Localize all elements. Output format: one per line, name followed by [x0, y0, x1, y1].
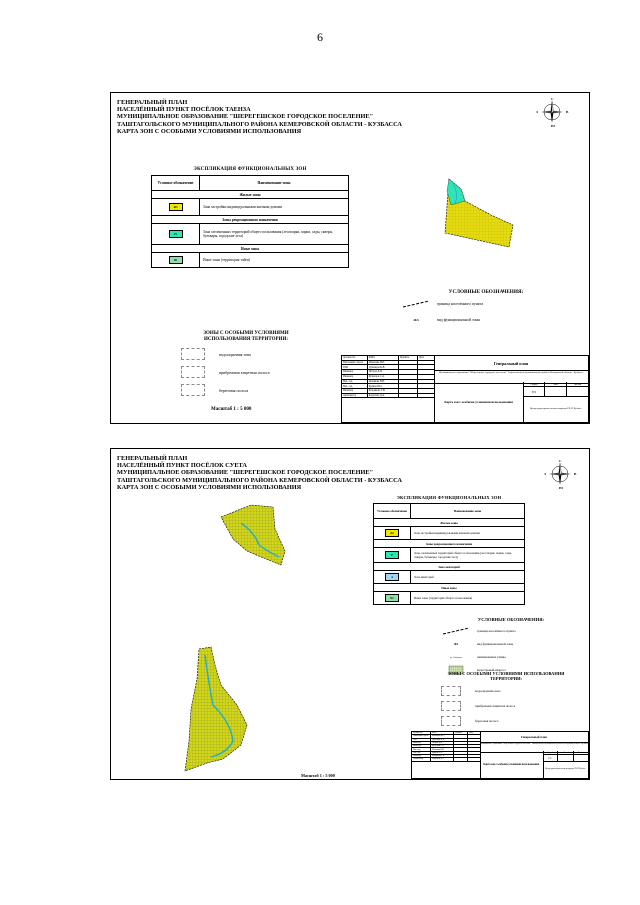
map-legend	[441, 617, 581, 678]
sheet-title	[117, 99, 402, 135]
street-name-symbol: ул. Садовая	[450, 655, 462, 659]
stamp-header: Дата	[418, 356, 424, 360]
explication-table	[151, 167, 349, 268]
stamp-person: Кузнецов С.А.	[368, 375, 399, 379]
legend-title: УСЛОВНЫЕ ОБОЗНАЧЕНИЯ:	[477, 617, 545, 622]
sheet-title	[117, 455, 402, 491]
group-heading: Иные зоны	[152, 244, 348, 252]
stamp-role: Инженер	[412, 755, 431, 757]
map-sheet-sueta	[110, 448, 590, 780]
zone-name: Иные зоны (территория общего пользования)	[414, 596, 473, 600]
stamp-role: Нач. отд.	[412, 752, 431, 754]
stamp-role: Инженер	[342, 389, 368, 393]
zone-name: Зона акваторий	[414, 575, 434, 579]
stamp-person: Ильичева И.Е.	[431, 735, 454, 737]
title-line: ТАШТАГОЛЬСКОГО МУНИЦИПАЛЬНОГО РАЙОНА КЕМЕРОВСКОЙ ОБЛАСТИ - КУЗБАССА	[117, 120, 402, 128]
column-header: Наименование зоны	[453, 509, 482, 513]
legend-title: УСЛОВНЫЕ ОБОЗНАЧЕНИЯ:	[448, 289, 524, 295]
legend-item: вид функциональной зоны	[477, 642, 514, 646]
zone-item: прибрежная защитная полоса	[475, 704, 516, 709]
map-scale: Масштаб 1 : 5 000	[301, 773, 335, 778]
boundary-symbol-icon	[441, 626, 471, 636]
title-line: МУНИЦИПАЛЬНОЕ ОБРАЗОВАНИЕ "ШЕРЕГЕШСКОЕ ГОРОДСКОЕ ПОСЕЛЕНИЕ"	[117, 113, 374, 121]
stamp-header: ФИО	[431, 732, 454, 734]
compass-north-label: С	[559, 459, 562, 463]
stamp-person: Кудина Ю.С.	[431, 752, 454, 754]
shore-line-symbol-icon	[441, 716, 461, 726]
compass-rose-icon	[536, 97, 569, 128]
boundary-symbol-icon	[401, 299, 431, 309]
stamp-col-label: Стадия	[543, 751, 557, 755]
compass-south-label: Ю	[551, 124, 555, 128]
zone-swatch: И1	[385, 594, 399, 602]
legend-item: вид функциональной зоны	[437, 318, 481, 322]
map-sheet-taenza	[110, 92, 590, 424]
compass-east-label: В	[566, 110, 569, 114]
zone-swatch: А	[385, 573, 399, 581]
title-block	[411, 731, 589, 779]
group-heading: Зона акваторий	[374, 562, 524, 570]
stamp-person: Дубенцов К.В.	[431, 739, 454, 741]
stamp-header: Дата	[469, 732, 474, 735]
compass-west-label: З	[536, 110, 538, 114]
stamp-organization: Центр градостроительства и кадастра ГКАУ Кузбасс	[545, 768, 586, 771]
zone-swatch: Р	[385, 551, 399, 559]
stamp-header: Должность	[412, 732, 431, 734]
stamp-person: Кудина Ю.С.	[368, 384, 399, 388]
zone-name: Иные зоны (территория тайги)	[203, 258, 251, 262]
stamp-col-label: Стадия	[523, 382, 544, 387]
coastal-strip-symbol-icon	[181, 366, 205, 378]
stamp-subtitle: Муниципальное образование "Шерегешское городское поселение" Таштагольского муниципального района Кемеровской области - Кузбасса	[434, 370, 588, 384]
stamp-person: Петров Д.И.	[431, 742, 454, 744]
map-legend	[401, 289, 571, 331]
group-heading: Жилые зоны	[374, 518, 524, 526]
stamp-organization: Центр градостроительства и кадастра ГКАУ Кузбасс	[529, 407, 582, 410]
stamp-role: Начальник отдела	[412, 735, 431, 737]
stamp-role: Инженер	[342, 375, 368, 379]
title-line: МУНИЦИПАЛЬНОЕ ОБРАЗОВАНИЕ "ШЕРЕГЕШСКОЕ ГОРОДСКОЕ ПОСЕЛЕНИЕ"	[117, 469, 374, 477]
water-protection-zone-symbol-icon	[181, 348, 205, 360]
stamp-role: Инженер	[412, 745, 431, 747]
stamp-col-value: ГП	[531, 389, 536, 394]
stamp-role: ГИП	[412, 739, 431, 741]
stamp-col-label: Лист	[545, 382, 566, 387]
explication-title: ЭКСПЛИКАЦИЯ ФУНКЦИОНАЛЬНЫХ ЗОН	[396, 495, 502, 500]
stamp-header: Подпись	[399, 356, 418, 360]
zones-title: ЗОНЫ С ОСОБЫМИ УСЛОВИЯМИ ИСПОЛЬЗОВАНИЯ ТЕРРИТОРИИ:	[447, 671, 565, 682]
zone-code-symbol: Ж3	[453, 642, 459, 646]
zone-item: прибрежная защитная полоса	[219, 369, 270, 375]
zone-item: водоохранная зона	[219, 351, 251, 357]
title-line: КАРТА ЗОН С ОСОБЫМИ УСЛОВИЯМИ ИСПОЛЬЗОВАНИЯ	[117, 127, 302, 135]
stamp-role: Инженер	[342, 370, 368, 374]
group-heading: Иные зоны	[374, 583, 524, 591]
compass-west-label: З	[544, 472, 546, 476]
title-line: ГЕНЕРАЛЬНЫЙ ПЛАН	[117, 99, 188, 106]
title-line: ГЕНЕРАЛЬНЫЙ ПЛАН	[117, 455, 188, 462]
stamp-person: Полякова В.В.	[368, 380, 399, 384]
stamp-person: Полякова В.В.	[431, 748, 454, 750]
stamp-person: Кондакова Г.В.	[431, 755, 454, 757]
stamp-col-label: Листов	[574, 751, 588, 755]
group-heading: Зоны рекреационного назначения	[152, 215, 348, 223]
stamp-header: Подпись	[454, 732, 468, 734]
stamp-person: Кузнецов С.А.	[431, 745, 454, 747]
zone-item: водоохранная зона	[475, 689, 501, 694]
stamp-role: Архитектор	[412, 758, 431, 760]
special-zones-legend	[181, 331, 311, 402]
map-scale: Масштаб 1 : 5 000	[211, 407, 252, 412]
stamp-sheet-name: Карта зон с особыми условиями использования	[480, 751, 544, 778]
title-line: НАСЕЛЁННЫЙ ПУНКТ ПОСЁЛОК ТАЕНЗА	[117, 106, 251, 114]
explication-title: ЭКСПЛИКАЦИЯ ФУНКЦИОНАЛЬНЫХ ЗОН	[193, 167, 307, 172]
group-heading: Жилые зоны	[152, 190, 348, 198]
zone-name: Зона озелененных территорий общего пользования (лесопарки, парки, сады, скверы, бульвары, городские леса)	[203, 230, 333, 238]
title-line: КАРТА ЗОН С ОСОБЫМИ УСЛОВИЯМИ ИСПОЛЬЗОВАНИЯ	[117, 483, 302, 491]
stamp-col-value	[545, 387, 566, 396]
zone-name: Зона застройки индивидуальными жилыми домами	[414, 531, 480, 535]
settlement-map-north	[211, 499, 311, 579]
stamp-person: Бадухина Д.А.	[368, 394, 399, 398]
group-heading: Зоны рекреационного назначения	[374, 539, 524, 547]
settlement-map-south	[171, 645, 281, 777]
compass-east-label: В	[574, 472, 577, 476]
zones-title: ЗОНЫ С ОСОБЫМИ УСЛОВИЯМИ ИСПОЛЬЗОВАНИЯ ТЕРРИТОРИИ:	[203, 331, 289, 342]
stamp-role: Нач. отд.	[412, 748, 431, 750]
zone-name: Зона застройки индивидуальными жилыми домами	[203, 205, 282, 209]
coastal-strip-symbol-icon	[441, 701, 461, 711]
water-protection-zone-symbol-icon	[441, 686, 461, 696]
page-number: 6	[317, 30, 323, 44]
zone-swatch: Р1	[169, 230, 183, 238]
legend-item: граница населённого пункта	[437, 302, 484, 306]
shore-line-symbol-icon	[181, 384, 205, 396]
stamp-person: Кондакова Г.В.	[368, 389, 399, 393]
column-header: Условное обозначение	[152, 176, 200, 190]
stamp-col-label: Листов	[567, 382, 588, 387]
stamp-header: ФИО	[368, 356, 399, 360]
zone-swatch: И1	[169, 256, 183, 264]
title-line: НАСЕЛЁННЫЙ ПУНКТ ПОСЁЛОК СУЕТА	[117, 462, 247, 470]
zone-code-symbol: Ж3	[413, 318, 419, 322]
legend-item: кадастровый квартал	[477, 668, 506, 672]
stamp-role: Нач. отд.	[342, 384, 368, 388]
stamp-person: Дубенцов К.В.	[368, 365, 399, 369]
settlement-map	[431, 171, 521, 251]
stamp-col-value: ГП	[548, 756, 552, 760]
compass-rose-icon	[544, 459, 577, 490]
title-line: ТАШТАГОЛЬСКОГО МУНИЦИПАЛЬНОГО РАЙОНА КЕМЕРОВСКОЙ ОБЛАСТИ - КУЗБАССА	[117, 476, 402, 484]
zone-item: береговая полоса	[219, 387, 249, 393]
stamp-header: Должность	[342, 356, 368, 360]
legend-item: граница населённого пункта	[477, 629, 516, 633]
column-header: Наименование зоны	[257, 181, 291, 185]
special-zones-legend	[441, 671, 571, 731]
title-block	[341, 355, 589, 423]
stamp-sheet-name: Карта зон с особыми условиями использования	[434, 382, 524, 422]
legend-item: наименование улицы	[477, 655, 506, 659]
stamp-project: Генеральный план	[434, 356, 588, 371]
zone-swatch: Ж3	[169, 203, 183, 211]
explication-table	[373, 495, 525, 605]
stamp-project: Генеральный план	[480, 732, 588, 743]
stamp-subtitle: Муниципальное образование "Шерегешское городское поселение" Таштагольского муниципального района Кемеровской области - Кузбасса	[480, 742, 588, 753]
stamp-col-value	[567, 387, 588, 396]
stamp-role: Инженер	[412, 742, 431, 744]
zone-name: Зона озелененных территорий общего пользования (лесопарки, парки, сады, скверы, бульвары, городские леса)	[414, 551, 512, 559]
compass-north-label: С	[551, 97, 554, 101]
stamp-role: ГИП	[342, 365, 368, 369]
zone-item: береговая полоса	[475, 719, 499, 724]
stamp-person: Петров Д.И.	[368, 370, 399, 374]
stamp-role: Начальник отдела	[342, 361, 368, 365]
stamp-role: Архитектор	[342, 394, 368, 398]
stamp-person: Бадухина Д.А.	[431, 758, 454, 760]
stamp-col-label: Лист	[558, 751, 572, 755]
stamp-person: Ильичева И.Е.	[368, 361, 399, 365]
stamp-role: Нач. отд.	[342, 380, 368, 384]
compass-south-label: Ю	[559, 486, 563, 490]
zone-swatch: Ж3	[385, 529, 399, 537]
column-header: Условное обозначение	[374, 504, 411, 518]
